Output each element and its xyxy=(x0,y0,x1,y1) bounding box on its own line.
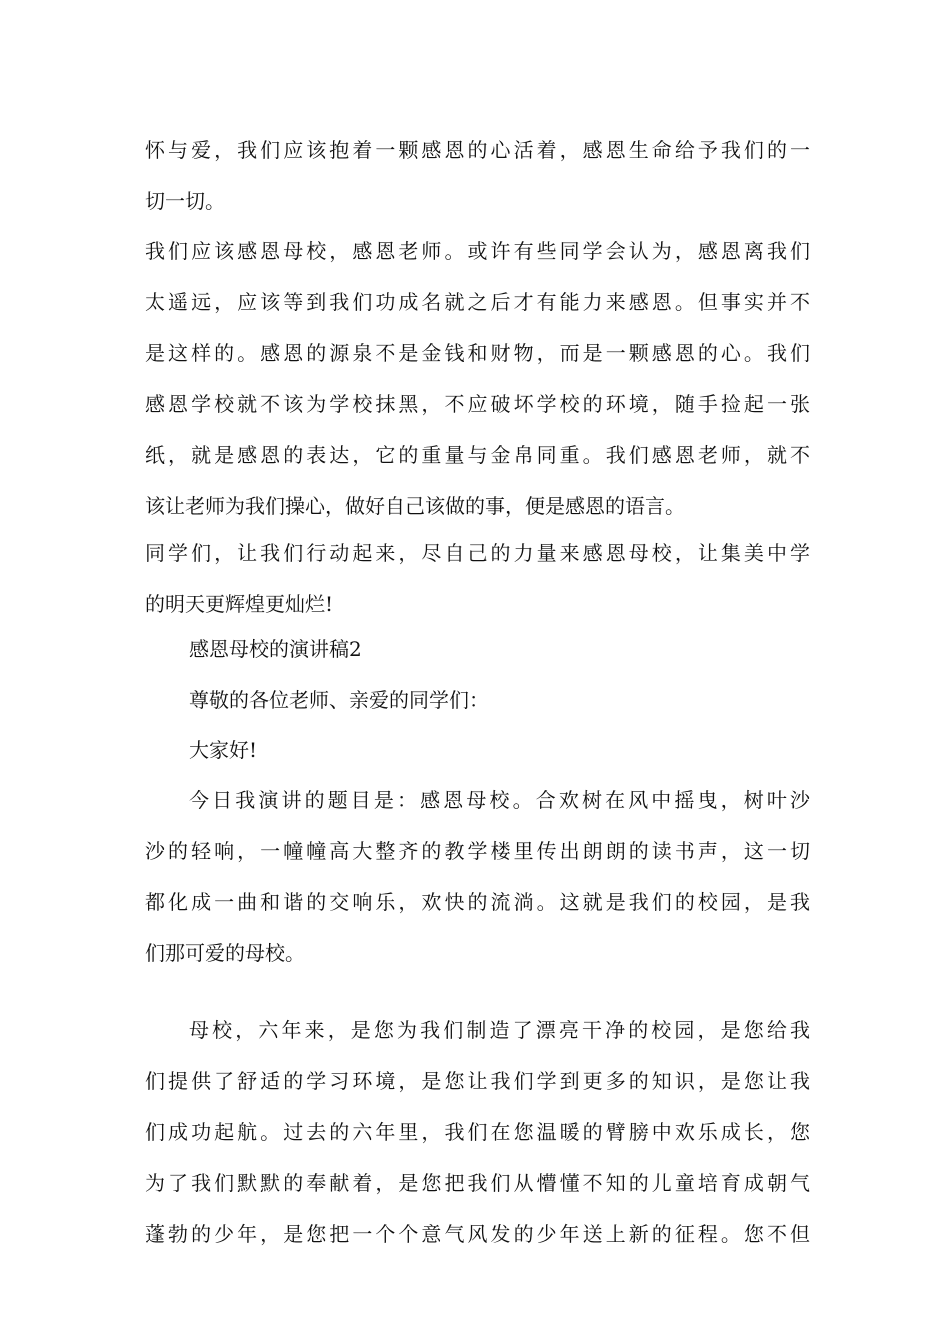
text-line: 感恩学校就不该为学校抹黑，不应破坏学校的环境，随手捡起一张 xyxy=(145,392,810,416)
text-line: 们那可爱的母校。 xyxy=(145,941,305,965)
text-line: 都化成一曲和谐的交响乐，欢快的流淌。这就是我们的校园，是我 xyxy=(145,890,810,914)
text-line: 怀与爱，我们应该抱着一颗感恩的心活着，感恩生命给予我们的一 xyxy=(145,138,810,162)
text-line: 该让老师为我们操心，做好自己该做的事，便是感恩的语言。 xyxy=(145,494,685,518)
text-line: 的明天更辉煌更灿烂! xyxy=(145,592,334,616)
paragraph-gratitude-life xyxy=(145,125,810,227)
text-line: 纸，就是感恩的表达，它的重量与金帛同重。我们感恩老师，就不 xyxy=(145,443,810,467)
paragraph-speech-topic xyxy=(145,775,810,979)
speech-title xyxy=(145,624,810,675)
text-line: 今日我演讲的题目是：感恩母校。合欢树在风中摇曳，树叶沙 xyxy=(189,788,810,812)
text-line: 蓬勃的少年，是您把一个个意气风发的少年送上新的征程。您不但 xyxy=(145,1222,810,1246)
paragraph-alma-mater xyxy=(145,1005,810,1260)
greeting-text: 大家好! xyxy=(189,738,258,762)
text-line: 太遥远，应该等到我们功成名就之后才有能力来感恩。但事实并不 xyxy=(145,290,810,314)
text-line: 切一切。 xyxy=(145,189,225,213)
salutation-text: 尊敬的各位老师、亲爱的同学们： xyxy=(189,688,489,712)
text-line: 我们应该感恩母校，感恩老师。或许有些同学会认为，感恩离我们 xyxy=(145,239,810,263)
salutation xyxy=(145,675,810,726)
greeting xyxy=(145,725,810,776)
text-line: 为了我们默默的奉献着，是您把我们从懵懂不知的儿童培育成朝气 xyxy=(145,1171,810,1195)
speech-title-text: 感恩母校的演讲稿2 xyxy=(189,637,362,661)
paragraph-gratitude-school xyxy=(145,226,810,532)
text-line: 们成功起航。过去的六年里，我们在您温暖的臂膀中欢乐成长，您 xyxy=(145,1120,810,1144)
text-line: 母校，六年来，是您为我们制造了漂亮干净的校园，是您给我 xyxy=(189,1018,810,1042)
paragraph-call-to-action xyxy=(145,528,810,630)
text-line: 沙的轻响，一幢幢高大整齐的教学楼里传出朗朗的读书声，这一切 xyxy=(145,839,810,863)
text-line: 们提供了舒适的学习环境，是您让我们学到更多的知识，是您让我 xyxy=(145,1069,810,1093)
text-line: 同学们，让我们行动起来，尽自己的力量来感恩母校，让集美中学 xyxy=(145,541,810,565)
text-line: 是这样的。感恩的源泉不是金钱和财物，而是一颗感恩的心。我们 xyxy=(145,341,810,365)
